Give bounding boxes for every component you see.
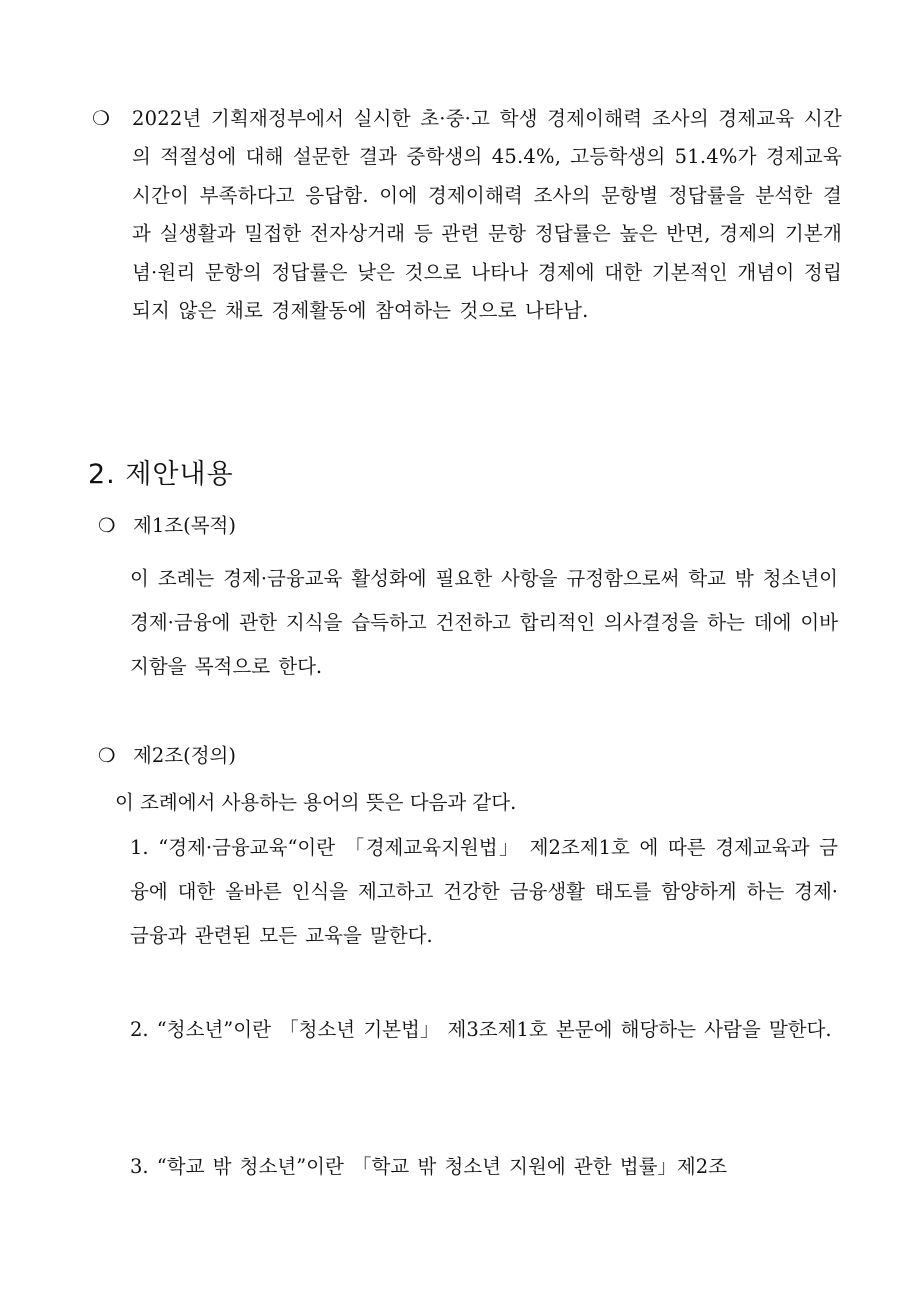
- article-2-intro: 이 조례에서 사용하는 용어의 뜻은 다음과 같다.: [115, 791, 517, 814]
- article-2-title: 제2조(정의): [133, 744, 236, 767]
- hollow-circle-bullet-icon: ❍: [92, 106, 110, 130]
- article-1-body: 이 조례는 경제·금융교육 활성화에 필요한 사항을 규정함으로써 학교 밖 청소년이 경제·금융에 관한 지식을 습득하고 건전하고 합리적인 의사결정을 하는 데에 이바지함을 목적으로 한다.: [130, 567, 838, 678]
- section-title: 2. 제안내용: [88, 459, 234, 490]
- intro-bullet: [92, 100, 842, 330]
- hollow-circle-bullet-icon: ❍: [98, 514, 116, 537]
- article-2-heading: [98, 738, 236, 774]
- hollow-circle-bullet-icon: ❍: [98, 744, 116, 767]
- definition-item-2: 2. “청소년”이란 「청소년 기본법」 제3조제1호 본문에 해당하는 사람을 말한다.: [130, 1018, 832, 1041]
- article-1-title: 제1조(목적): [133, 514, 236, 537]
- definition-item-1: 1. “경제·금융교육“이란 「경제교육지원법」 제2조제1호 에 따른 경제교육과 금융에 대한 올바른 인식을 제고하고 건강한 금융생활 태도를 함양하게 하는 경제·금융과 관련된 모든 교육을 말한다.: [130, 836, 838, 947]
- intro-paragraph: 2022년 기획재정부에서 실시한 초·중·고 학생 경제이해력 조사의 경제교육 시간의 적절성에 대해 설문한 결과 중학생의 45.4%, 고등학생의 51.4%가 경제교육 시간이 부족하다고 응답함. 이에 경제이해력 조사의 문항별 정답률을 분석한 결과 실생활과 밀접한 전자상거래 등 관련 문항 정답률은 높은 반면, 경제의 기본개념·원리 문항의 정답률은 낮은 것으로 나타나 경제에 대한 기본적인 개념이 정립되지 않은 채로 경제활동에 참여하는 것으로 나타남.: [132, 107, 842, 323]
- article-1-heading: [98, 508, 236, 544]
- definition-item-3: 3. “학교 밖 청소년”이란 「학교 밖 청소년 지원에 관한 법률」제2조: [130, 1155, 727, 1178]
